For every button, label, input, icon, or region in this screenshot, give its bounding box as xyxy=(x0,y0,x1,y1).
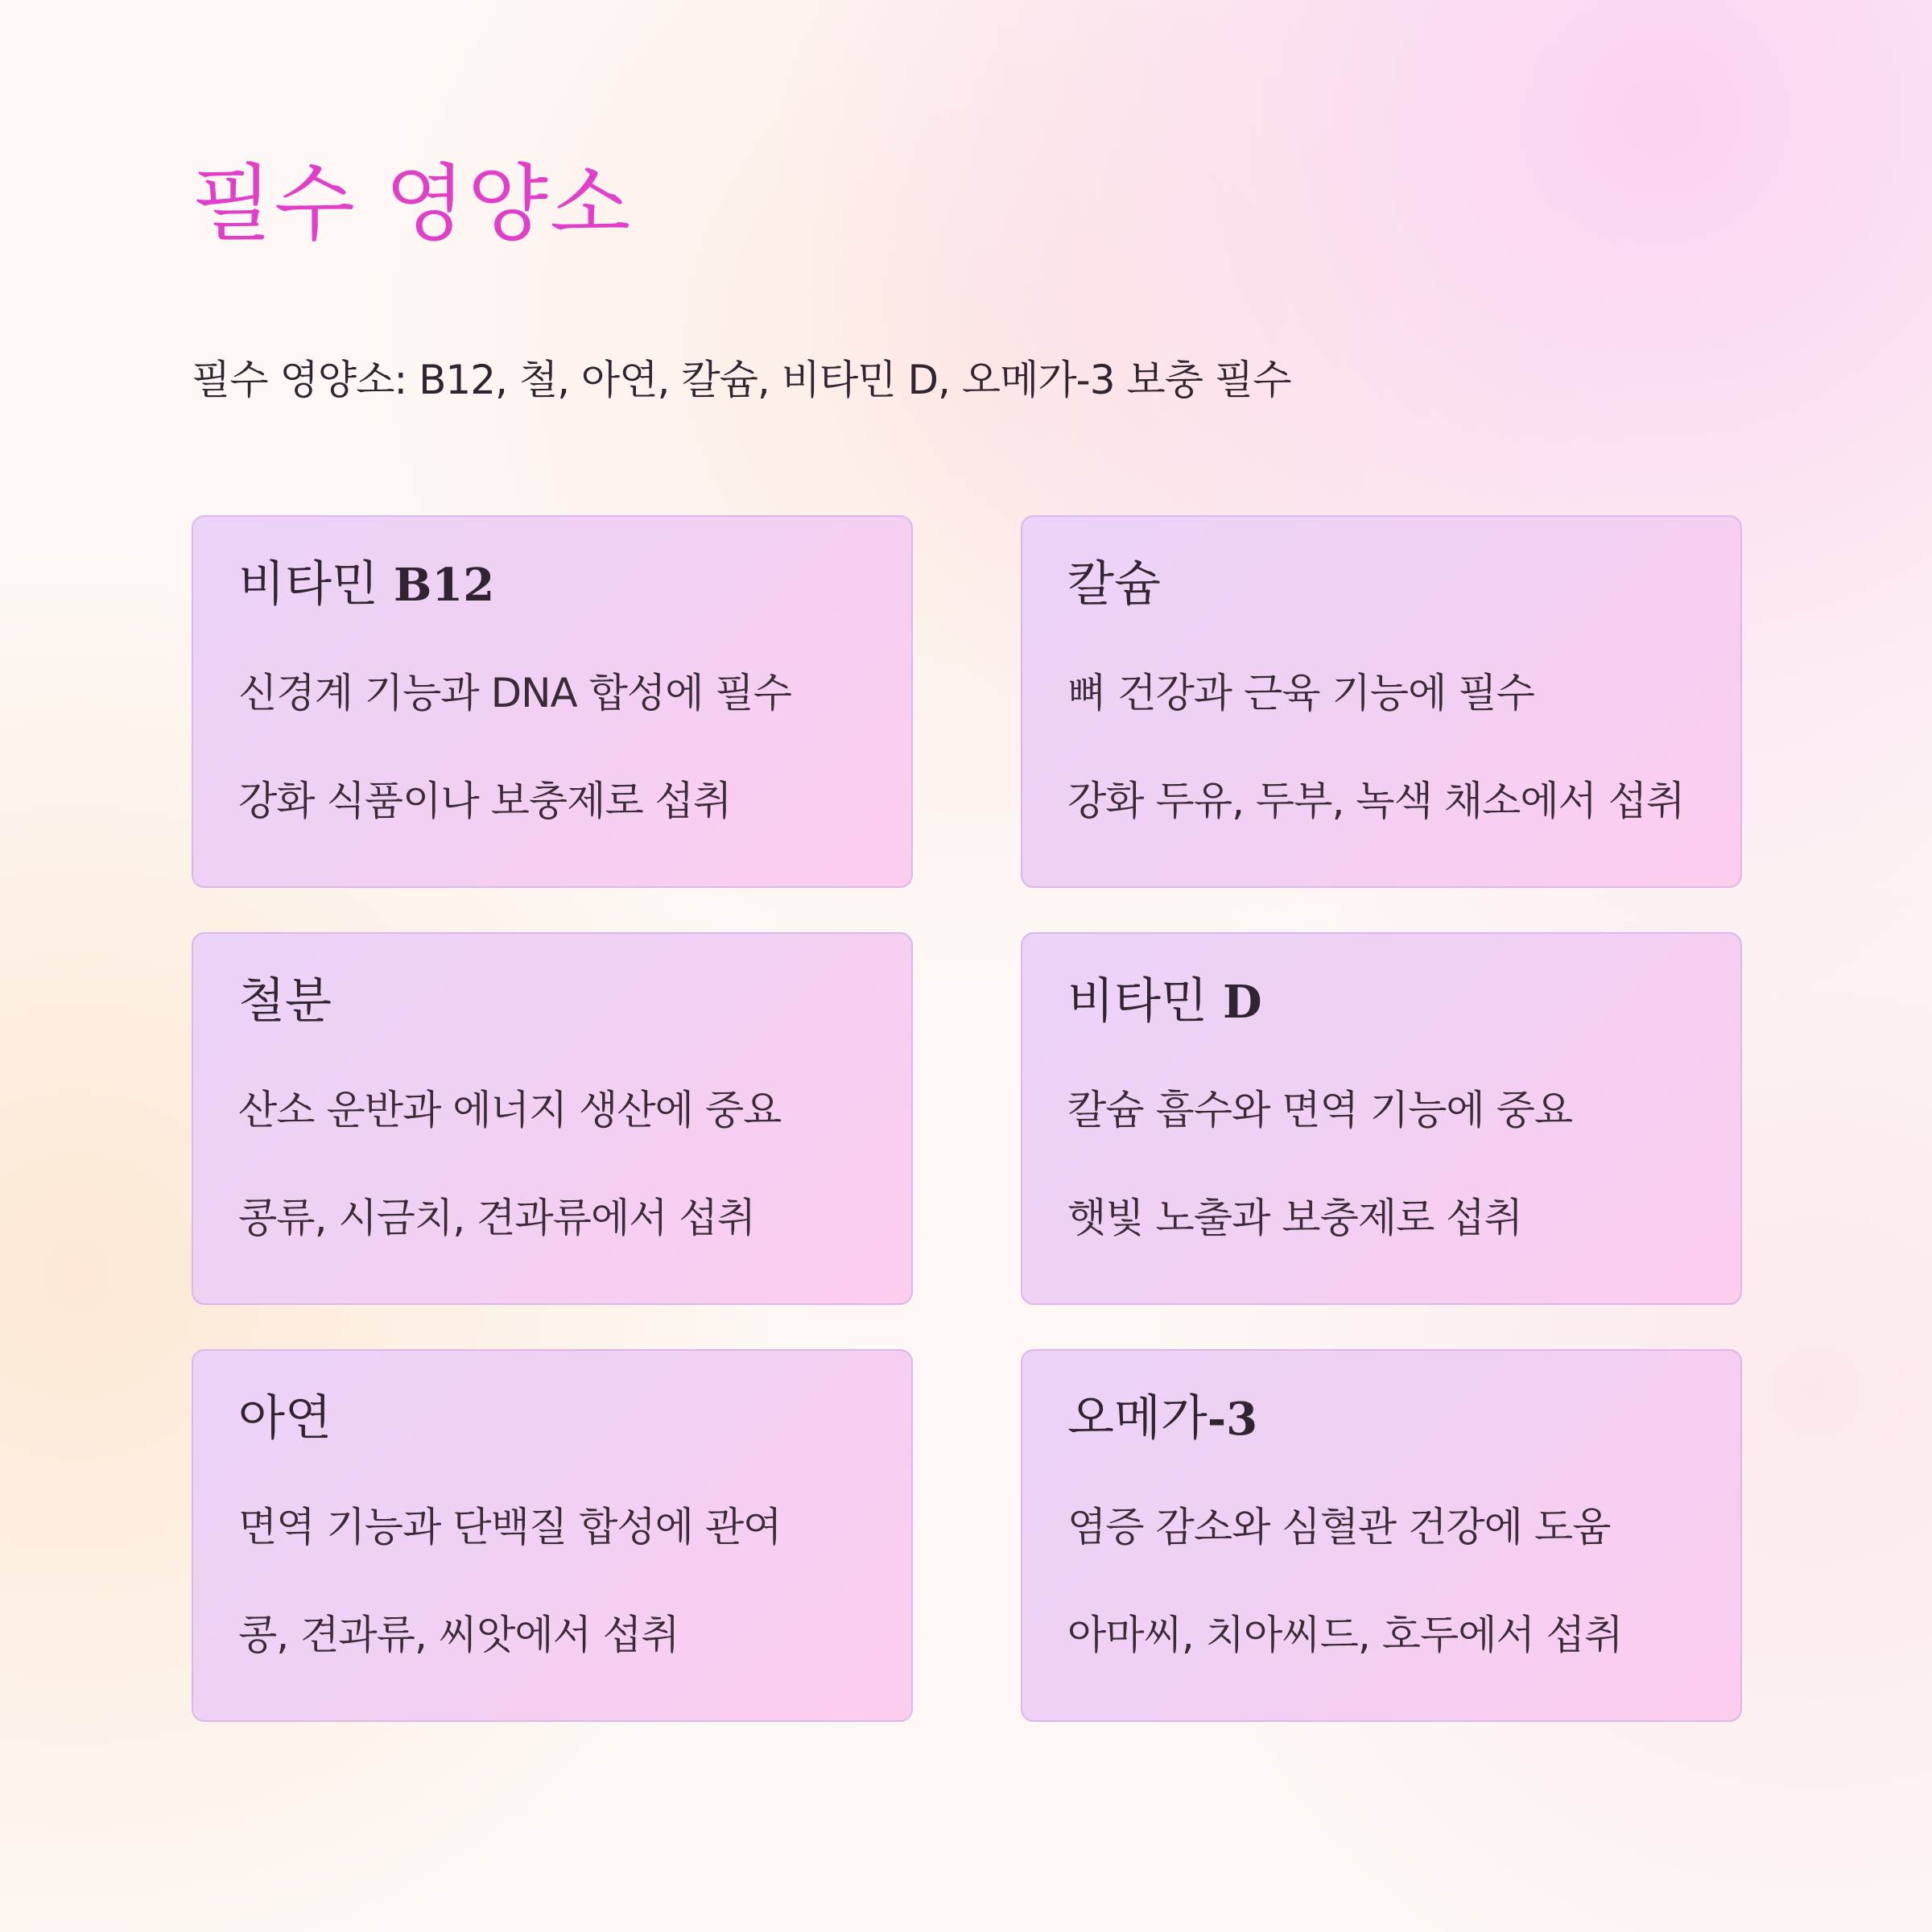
card-title-latin: -3 xyxy=(1207,1393,1258,1446)
card-title-korean: 비타민 xyxy=(1067,973,1223,1030)
card-source: 콩류, 시금치, 견과류에서 섭취 xyxy=(238,1195,756,1241)
card-title-korean: 아연 xyxy=(238,1390,332,1447)
card-description: 산소 운반과 에너지 생산에 중요 xyxy=(238,1087,782,1133)
card-omega-3 xyxy=(1021,1349,1742,1722)
card-calcium xyxy=(1021,515,1742,888)
card-description: 신경계 기능과 DNA 합성에 필수 xyxy=(238,670,791,716)
card-title-latin: B12 xyxy=(393,559,495,612)
page-title: 필수 영양소 xyxy=(192,155,633,253)
page-subtitle: 필수 영양소: B12, 철, 아연, 칼슘, 비타민 D, 오메가-3 보충 필수 xyxy=(192,357,1291,403)
card-source: 강화 두유, 두부, 녹색 채소에서 섭취 xyxy=(1067,778,1685,824)
card-title xyxy=(1067,552,1695,617)
card-title-korean: 철분 xyxy=(238,973,332,1030)
card-vitamin-d xyxy=(1021,932,1742,1305)
card-source: 햇빛 노출과 보충제로 섭취 xyxy=(1067,1195,1522,1241)
nutrient-card-grid xyxy=(192,515,1742,1722)
card-description: 염증 감소와 심혈관 건강에 도움 xyxy=(1067,1504,1611,1550)
card-title xyxy=(238,552,866,617)
card-title xyxy=(238,1386,866,1451)
card-source: 콩, 견과류, 씨앗에서 섭취 xyxy=(238,1612,679,1658)
card-vitamin-b12 xyxy=(192,515,913,888)
card-title xyxy=(238,969,866,1034)
card-description: 칼슘 흡수와 면역 기능에 중요 xyxy=(1067,1087,1573,1133)
card-title-korean: 비타민 xyxy=(238,556,394,613)
card-title xyxy=(1067,969,1695,1034)
card-title-korean: 오메가 xyxy=(1067,1390,1208,1447)
card-description: 면역 기능과 단백질 합성에 관여 xyxy=(238,1504,782,1550)
card-title xyxy=(1067,1386,1695,1451)
card-source: 강화 식품이나 보충제로 섭취 xyxy=(238,778,732,824)
card-zinc xyxy=(192,1349,913,1722)
card-title-latin: D xyxy=(1222,976,1262,1029)
card-title-korean: 칼슘 xyxy=(1067,556,1161,613)
card-description: 뼈 건강과 근육 기능에 필수 xyxy=(1067,670,1534,716)
card-iron xyxy=(192,932,913,1305)
card-source: 아마씨, 치아씨드, 호두에서 섭취 xyxy=(1067,1612,1623,1658)
